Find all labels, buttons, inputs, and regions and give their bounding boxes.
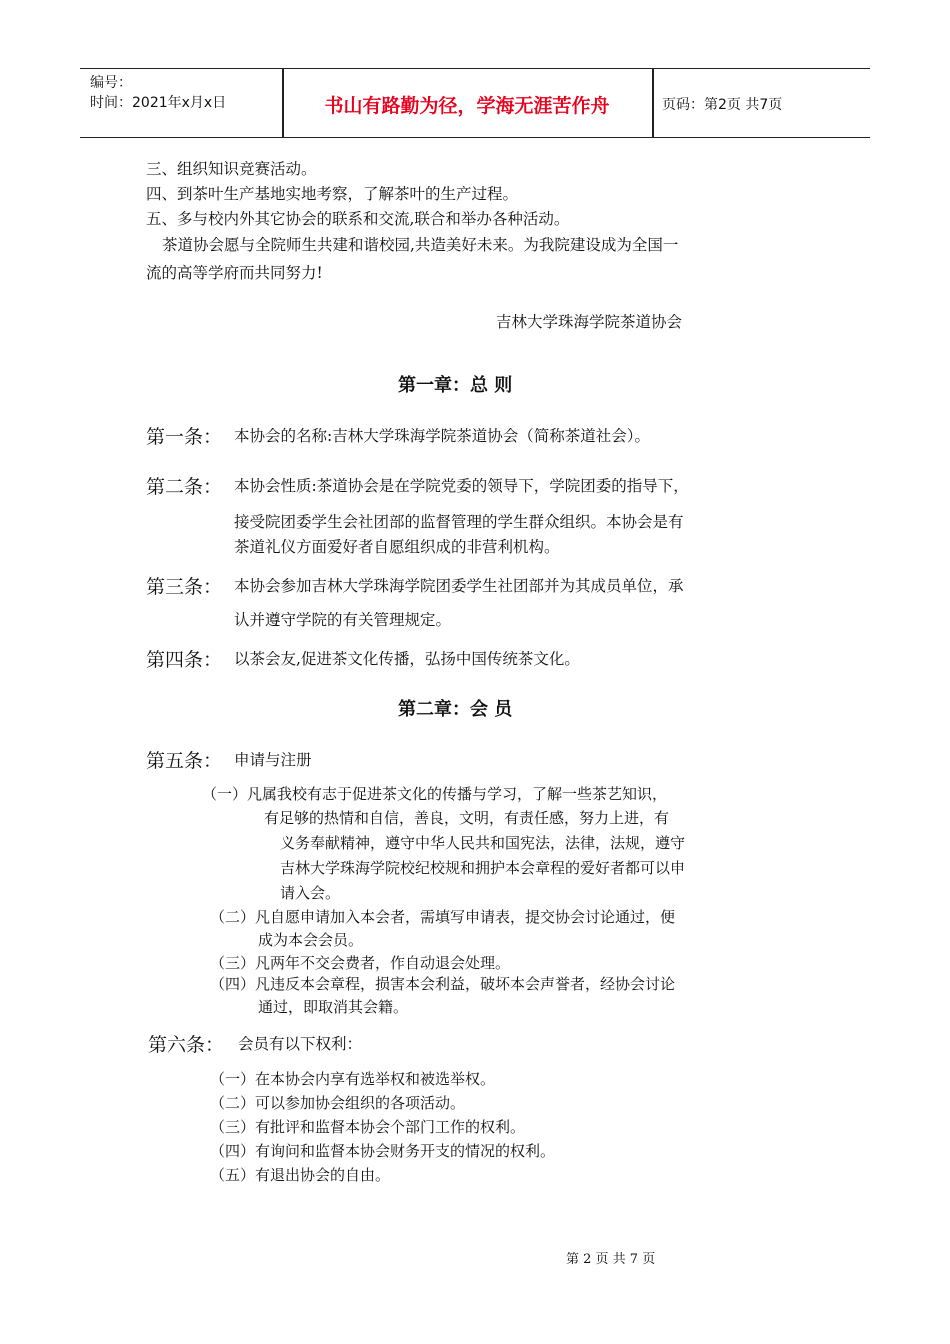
article-text: 本协会的名称:吉林大学珠海学院茶道协会（简称茶道社会）。 (234, 427, 650, 445)
article-text: 认并遵守学院的有关管理规定。 (234, 611, 452, 629)
header-divider (652, 69, 654, 137)
right-item: （一）在本协会内享有选举权和被选举权。 (210, 1070, 496, 1088)
clause-line: 义务奉献精神，遵守中华人民共和国宪法，法律，法规，遵守 (280, 834, 686, 852)
time-label: 时间：2021年x月x日 (90, 95, 227, 111)
number-label: 编号： (90, 75, 132, 91)
chapter-title: 第一章：总 则 (398, 375, 513, 396)
intro-closing: 茶道协会愿与全院师生共建和谐校园,共造美好未来。为我院建设成为全国一 (162, 236, 679, 254)
article-text: 以茶会友,促进茶文化传播，弘扬中国传统茶文化。 (234, 650, 580, 668)
article-text: 本协会参加吉林大学珠海学院团委学生社团部并为其成员单位，承 (234, 577, 684, 595)
article-label: 第一条： (146, 426, 223, 448)
article-text: 接受院团委学生会社团部的监督管理的学生群众组织。本协会是有 (234, 513, 684, 531)
right-item: （二）可以参加协会组织的各项活动。 (210, 1094, 466, 1112)
page-footer: 第 2 页 共 7 页 (566, 1252, 656, 1267)
clause-line: （一）凡属我校有志于促进茶文化的传播与学习，了解一些茶艺知识， (202, 785, 668, 803)
intro-closing: 流的高等学府而共同努力! (146, 264, 323, 282)
clause-line: （三）凡两年不交会费者，作自动退会处理。 (210, 954, 511, 972)
article-label: 第三条： (146, 576, 223, 598)
article-label: 第六条： (148, 1034, 225, 1056)
article-label: 第五条： (146, 750, 223, 772)
chapter-title: 第二章：会 员 (398, 699, 513, 720)
document-header (80, 68, 870, 138)
article-text: 本协会性质:茶道协会是在学院党委的领导下，学院团委的指导下， (234, 477, 689, 495)
article-label: 第四条： (146, 649, 223, 671)
clause-line: 有足够的热情和自信，善良，文明，有责任感，努力上进，有 (264, 809, 670, 827)
right-item: （三）有批评和监督本协会个部门工作的权利。 (210, 1118, 526, 1136)
header-page-info: 页码：第2页 共7页 (662, 97, 783, 113)
clause-line: 请入会。 (280, 884, 341, 902)
intro-item: 五、多与校内外其它协会的联系和交流,联合和举办各种活动。 (146, 210, 570, 228)
right-item: （五）有退出协会的自由。 (210, 1166, 391, 1184)
article-label: 第二条： (146, 476, 223, 498)
clause-line: 成为本会会员。 (258, 931, 364, 949)
article-text: 茶道礼仪方面爱好者自愿组织成的非营利机构。 (234, 538, 560, 556)
right-item: （四）有询问和监督本协会财务开支的情况的权利。 (210, 1142, 556, 1160)
clause-line: 通过，即取消其会籍。 (258, 998, 409, 1016)
intro-item: 三、组织知识竞赛活动。 (146, 160, 317, 178)
intro-item: 四、到茶叶生产基地实地考察，了解茶叶的生产过程。 (146, 185, 519, 203)
header-meta (90, 73, 226, 113)
article-title: 会员有以下权利： (238, 1035, 363, 1053)
clause-line: （二）凡自愿申请加入本会者，需填写申请表，提交协会讨论通过，便 (210, 908, 676, 926)
clause-line: 吉林大学珠海学院校纪校规和拥护本会章程的爱好者都可以申 (280, 859, 686, 877)
header-motto: 书山有路勤为径，学海无涯苦作舟 (324, 95, 610, 117)
signature: 吉林大学珠海学院茶道协会 (496, 313, 683, 331)
article-title: 申请与注册 (234, 751, 312, 769)
clause-line: （四）凡违反本会章程，损害本会利益，破坏本会声誉者，经协会讨论 (210, 975, 676, 993)
